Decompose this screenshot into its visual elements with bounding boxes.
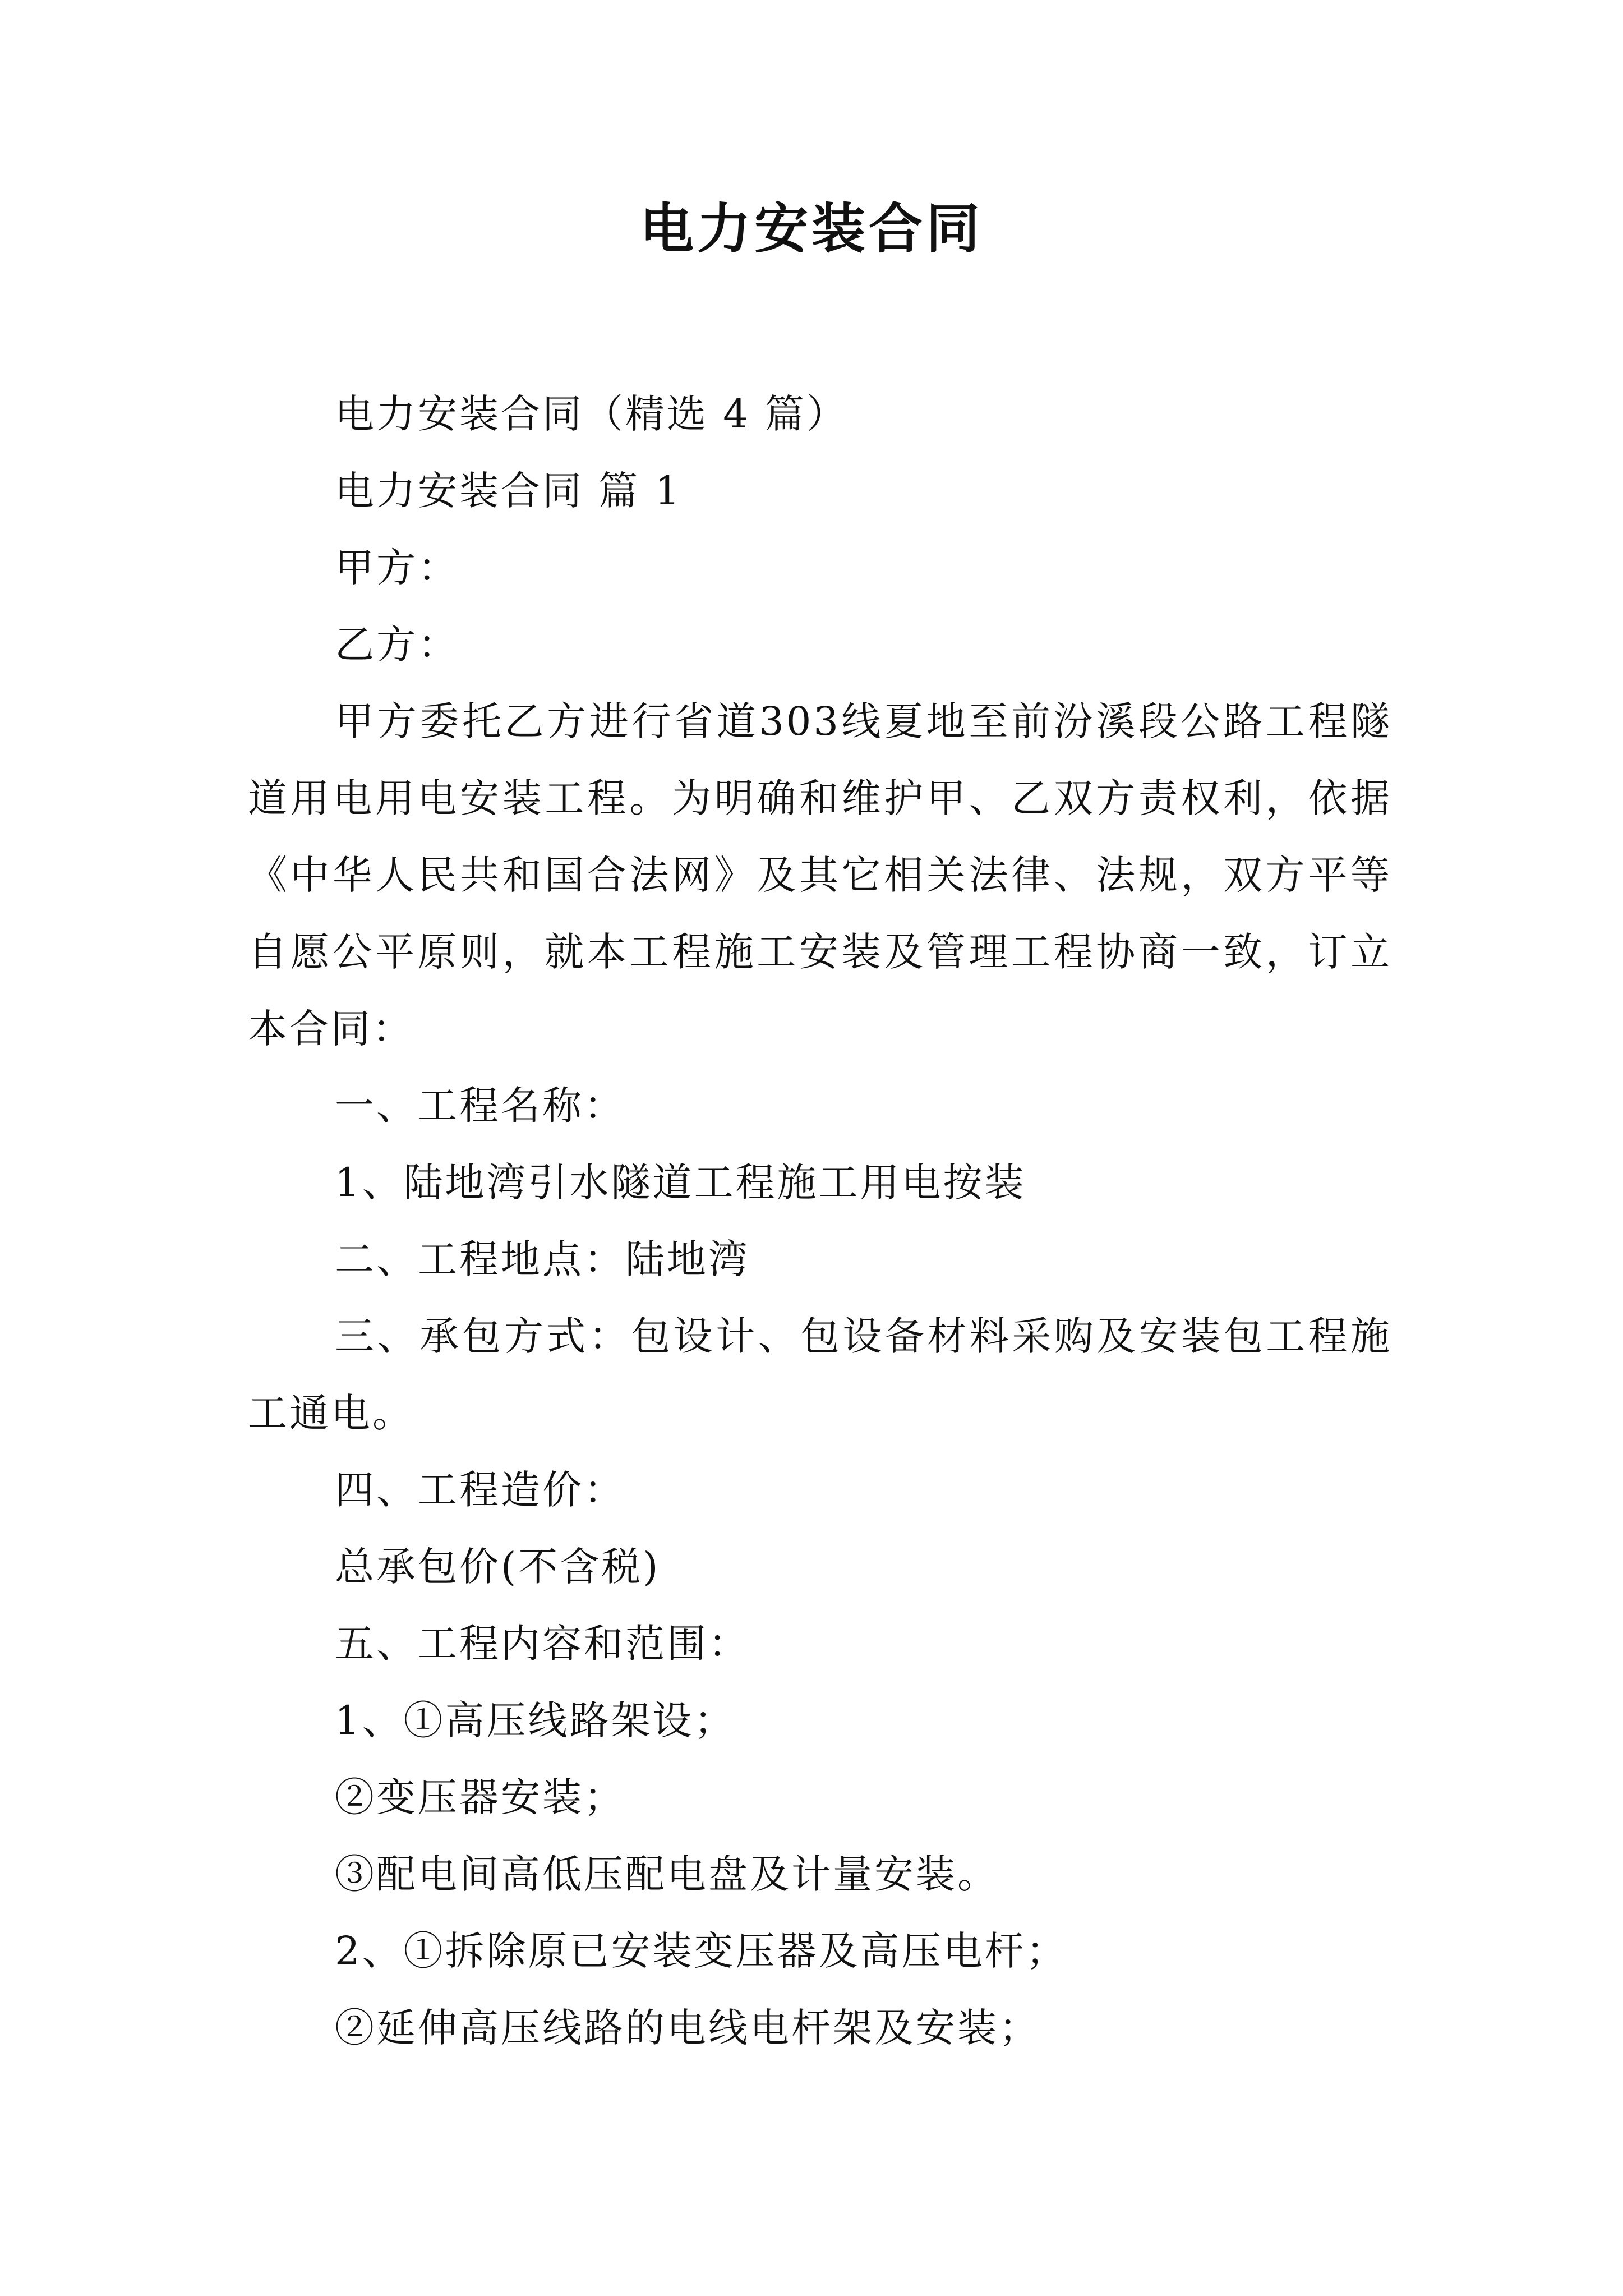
item-5-1b: ②变压器安装； (335, 1774, 625, 1820)
item-1-heading: 一、工程名称： (335, 1083, 625, 1129)
item-5-2b: ②延伸高压线路的电线电杆架及安装； (335, 2005, 1040, 2051)
item-5-1c: ③配电间高低压配电盘及计量安装。 (335, 1851, 999, 1897)
intro-paragraph: 甲方委托乙方进行省道303线夏地至前汾溪段公路工程隧道用电用电安装工程。为明确和维护甲、乙双方责权利，依据《中华人民共和国合法网》及其它相关法律、法规，双方平等自愿公平原则，就本工程施工安装及管理工程协商一致，订立本合同： (248, 698, 1392, 1052)
item-4-detail: 总承包价(不含税) (335, 1544, 661, 1590)
document-body (248, 376, 1392, 2067)
party-a-label: 甲方： (335, 545, 459, 591)
item-5-1a: 1、①高压线路架设； (335, 1697, 736, 1743)
item-1-detail: 1、陆地湾引水隧道工程施工用电按装 (335, 1159, 1026, 1205)
item-4-heading: 四、工程造价： (335, 1467, 625, 1513)
document-title: 电力安装合同 (640, 197, 983, 260)
item-5-2a: 2、①拆除原已安装变压器及高压电杆； (335, 1928, 1068, 1974)
section-heading: 电力安装合同 篇 1 (335, 468, 683, 514)
item-2: 二、工程地点：陆地湾 (335, 1236, 750, 1282)
party-b-label: 乙方： (335, 622, 459, 668)
document-subtitle: 电力安装合同（精选 4 篇） (335, 391, 849, 437)
item-5-heading: 五、工程内容和范围： (335, 1621, 750, 1667)
item-3: 三、承包方式：包设计、包设备材料采购及安装包工程施工通电。 (248, 1313, 1392, 1436)
